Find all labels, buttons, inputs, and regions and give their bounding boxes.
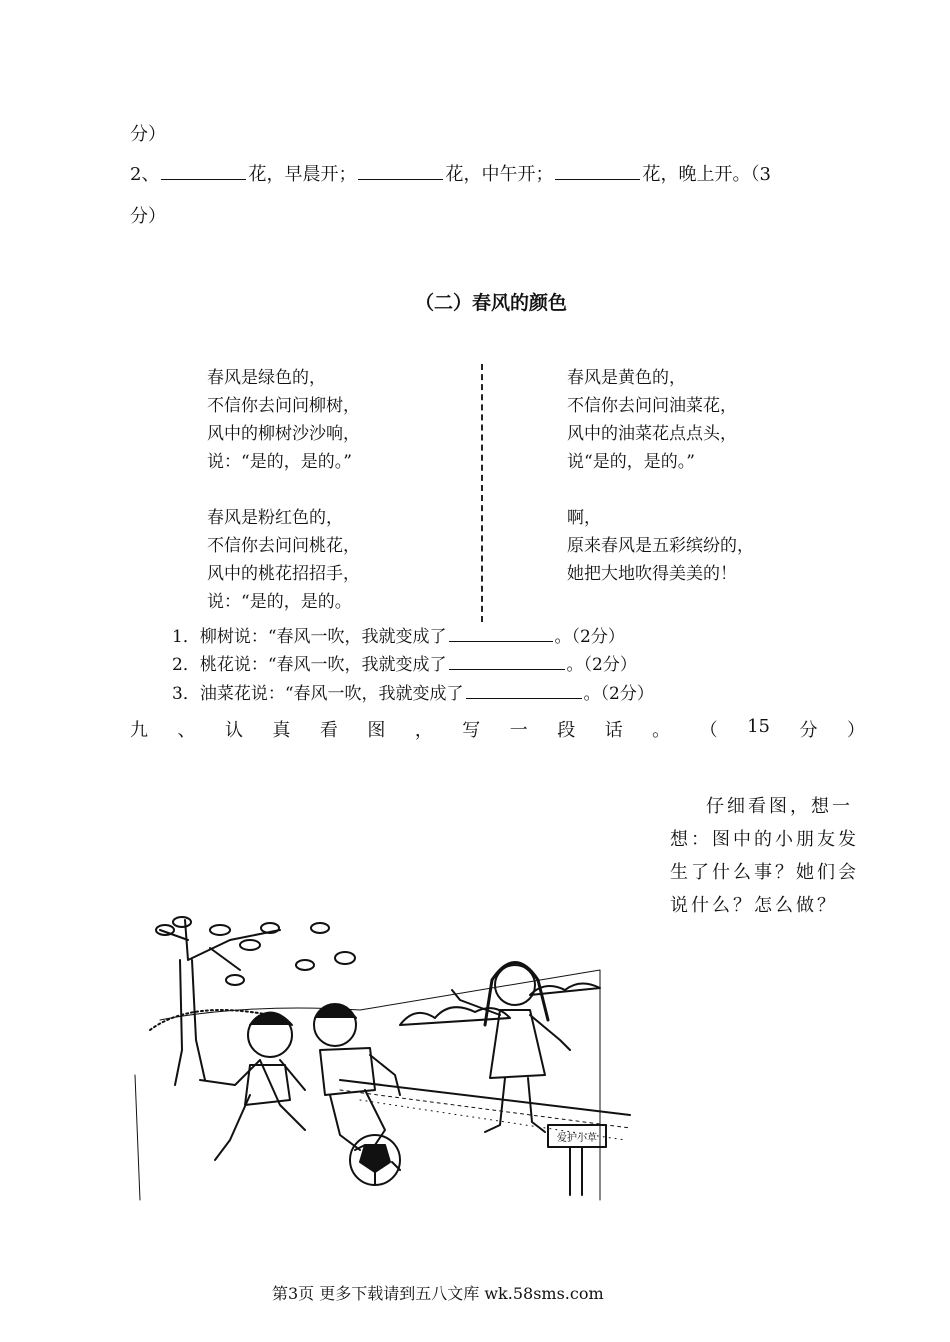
- heading-char: 、: [177, 720, 196, 741]
- answer-blank[interactable]: [161, 178, 246, 180]
- question-text: 3．油菜花说：“春风一吹，我就变成了: [172, 684, 464, 704]
- question-2-part-b: 花，中午开；: [445, 164, 554, 185]
- heading-char: 九: [130, 720, 148, 741]
- poem-line: 说：“是的，是的。”: [207, 452, 352, 472]
- answer-blank[interactable]: [466, 697, 582, 699]
- heading-char: 写: [462, 720, 481, 741]
- poem-divider: [481, 364, 483, 622]
- poem-question-1: [172, 622, 625, 647]
- sign-text: 爱护小草: [557, 1133, 597, 1144]
- poem-right-column: [567, 364, 754, 588]
- picture-hint: 仔细看图，想一想：图中的小朋友发生了什么事？她们会说什么？怎么做？: [670, 796, 859, 916]
- section-title: （二）春风的颜色: [415, 292, 568, 314]
- poem-line: 她把大地吹得美美的！: [567, 564, 737, 584]
- poem-line: 啊，: [567, 508, 601, 528]
- heading-char: 段: [557, 720, 576, 741]
- poem-question-2: [172, 650, 637, 675]
- heading-char: 分: [799, 720, 818, 741]
- poem-line: 不信你去问问油菜花，: [567, 396, 737, 416]
- question-score: 。（2分）: [566, 655, 637, 675]
- answer-blank[interactable]: [449, 640, 553, 642]
- poem-line: 春风是粉红色的，: [207, 508, 343, 528]
- poem-line: 风中的柳树沙沙响，: [207, 424, 360, 444]
- answer-blank[interactable]: [555, 178, 640, 180]
- prev-question-tail: 分）: [130, 124, 166, 145]
- page-footer: 第3页 更多下载请到五八文库 wk.58sms.com: [272, 1284, 604, 1303]
- illustration-children-playing: [130, 900, 640, 1205]
- poem-left-column: [207, 364, 360, 616]
- heading-char: 话: [604, 720, 623, 741]
- poem-line: 春风是绿色的，: [207, 368, 326, 388]
- heading-char: ）: [846, 720, 865, 741]
- heading-char: 图: [367, 720, 386, 741]
- heading-char: 。: [652, 720, 671, 741]
- poem-line: 不信你去问问柳树，: [207, 396, 360, 416]
- heading-char: （: [699, 720, 718, 741]
- poem-question-3: [172, 679, 654, 704]
- heading-char: 看: [319, 720, 338, 741]
- question-2-number: 2、: [130, 164, 160, 185]
- question-2-part-a: 花，早晨开；: [248, 164, 357, 185]
- poem-line: 不信你去问问桃花，: [207, 536, 360, 556]
- answer-blank[interactable]: [449, 668, 565, 670]
- question-text: 2．桃花说：“春风一吹，我就变成了: [172, 655, 447, 675]
- question-score: 。（2分）: [554, 627, 625, 647]
- section-9-heading: [130, 716, 865, 742]
- poem-line: 说：“是的，是的。: [207, 592, 352, 612]
- poem-line: [207, 476, 360, 504]
- question-score: 。（2分）: [583, 684, 654, 704]
- answer-blank[interactable]: [358, 178, 443, 180]
- question-text: 1．柳树说：“春风一吹，我就变成了: [172, 627, 447, 647]
- poem-line: 说“是的，是的。”: [567, 452, 695, 472]
- heading-char: ，: [414, 720, 433, 741]
- heading-char: 15: [747, 716, 770, 737]
- heading-char: 一: [509, 720, 528, 741]
- poem-line: 风中的桃花招招手，: [207, 564, 360, 584]
- poem-line: 春风是黄色的，: [567, 368, 686, 388]
- question-2: [130, 160, 771, 186]
- poem-line: [567, 476, 754, 504]
- heading-char: 认: [224, 720, 243, 741]
- question-2-part-c: 花，晚上开。（3: [642, 164, 771, 185]
- poem-line: 风中的油菜花点点头，: [567, 424, 737, 444]
- heading-char: 真: [272, 720, 291, 741]
- question-2-tail: 分）: [130, 206, 166, 227]
- poem-line: 原来春风是五彩缤纷的，: [567, 536, 754, 556]
